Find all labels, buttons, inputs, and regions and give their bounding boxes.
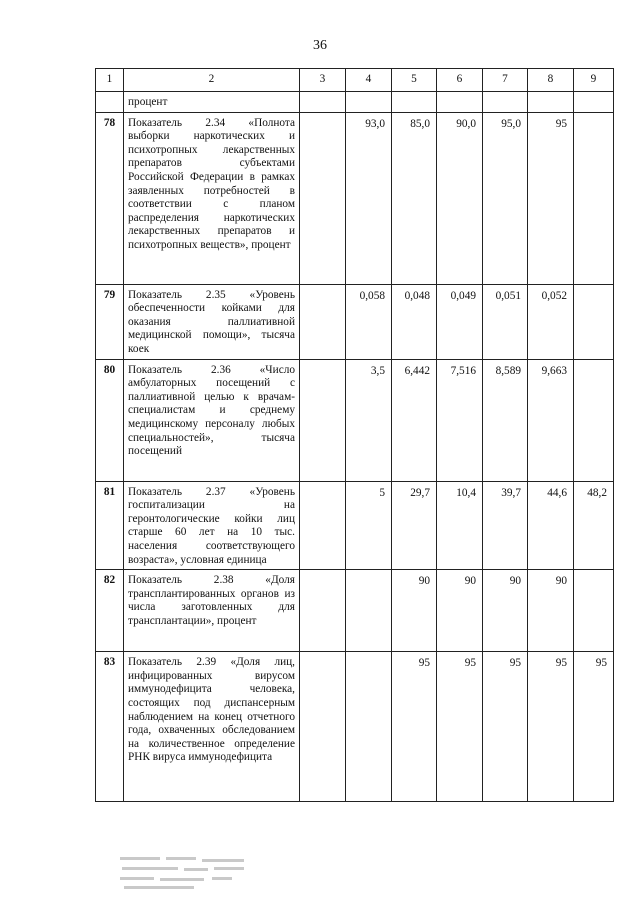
indicator-text: Показатель 2.36 «Число амбулаторных посещений с паллиативной целью к врачам-специалистам и среднему медицинскому персоналу любых специальностей», тысяча посещений (124, 359, 300, 481)
row-number-cell: 81 (96, 481, 124, 570)
value-col-5: 0,048 (392, 284, 437, 359)
value-col-6: 7,516 (437, 359, 483, 481)
page-number: 36 (313, 38, 327, 53)
column-header: 5 (392, 69, 437, 92)
value-col-7: 90 (483, 570, 528, 652)
indicator-text: Показатель 2.34 «Полнота выборки наркотических и психотропных лекарственных препаратов субъектами Российской Федерации в рамках заявленных потребностей в соответствии с планом распределения наркотических лекарственных препаратов и психотропных веществ», процент (124, 112, 300, 284)
value-col-7: 8,589 (483, 359, 528, 481)
value-col-6: 0,049 (437, 284, 483, 359)
value-col-5: 95 (392, 652, 437, 802)
value-col-7: 0,051 (483, 284, 528, 359)
value-col-3 (300, 359, 346, 481)
value-col-5: 85,0 (392, 112, 437, 284)
indicator-text: Показатель 2.38 «Доля трансплантированных органов из числа заготовленных для трансплантации», процент (124, 570, 300, 652)
value-col-5: 90 (392, 570, 437, 652)
column-header: 1 (96, 69, 124, 92)
row-number-cell (96, 92, 124, 113)
indicators-table (95, 68, 614, 802)
indicator-text: Показатель 2.37 «Уровень госпитализации на геронтологические койки лиц старше 60 лет на 10 тыс. населения соответствующего возраста», условная единица (124, 481, 300, 570)
column-header: 2 (124, 69, 300, 92)
value-col-4: 0,058 (346, 284, 392, 359)
row-number-cell: 79 (96, 284, 124, 359)
value-col-3 (300, 112, 346, 284)
value-col-9 (574, 112, 614, 284)
column-header: 3 (300, 69, 346, 92)
indicator-text: процент (124, 92, 300, 113)
value-col-4: 93,0 (346, 112, 392, 284)
value-col-8: 90 (528, 570, 574, 652)
table-row (96, 359, 614, 481)
row-number-cell: 80 (96, 359, 124, 481)
value-col-3 (300, 481, 346, 570)
value-col-8: 9,663 (528, 359, 574, 481)
value-col-3 (300, 652, 346, 802)
value-col-5: 6,442 (392, 359, 437, 481)
value-col-7: 95 (483, 652, 528, 802)
value-col-9 (574, 284, 614, 359)
row-number-cell: 78 (96, 112, 124, 284)
value-col-6: 90 (437, 570, 483, 652)
row-number-cell: 83 (96, 652, 124, 802)
value-col-4 (346, 652, 392, 802)
table-row (96, 284, 614, 359)
value-col-9 (574, 570, 614, 652)
value-col-4: 5 (346, 481, 392, 570)
column-header: 8 (528, 69, 574, 92)
row-number-cell: 82 (96, 570, 124, 652)
column-header: 4 (346, 69, 392, 92)
header-row (96, 69, 614, 92)
value-col-9: 48,2 (574, 481, 614, 570)
value-col-3 (300, 570, 346, 652)
value-col-9: 95 (574, 652, 614, 802)
table-row (96, 652, 614, 802)
value-col-8: 95 (528, 112, 574, 284)
value-col-5: 29,7 (392, 481, 437, 570)
value-col-8: 44,6 (528, 481, 574, 570)
continuation-row (96, 92, 614, 113)
column-header: 6 (437, 69, 483, 92)
value-col-6: 95 (437, 652, 483, 802)
value-col-4 (346, 570, 392, 652)
value-col-4: 3,5 (346, 359, 392, 481)
indicator-text: Показатель 2.35 «Уровень обеспеченности койками для оказания паллиативной медицинской помощи», тысяча коек (124, 284, 300, 359)
value-col-6: 90,0 (437, 112, 483, 284)
value-col-3 (300, 284, 346, 359)
column-header: 9 (574, 69, 614, 92)
value-col-8: 95 (528, 652, 574, 802)
table-row (96, 570, 614, 652)
registration-stamp (120, 855, 248, 891)
value-col-7: 95,0 (483, 112, 528, 284)
indicator-text: Показатель 2.39 «Доля лиц, инфицированных вирусом иммунодефицита человека, состоящих под диспансерным наблюдением на конец отчетного года, охваченных обследованием на количественное определение РНК вируса иммунодефицита (124, 652, 300, 802)
value-col-8: 0,052 (528, 284, 574, 359)
table-row (96, 481, 614, 570)
value-col-7: 39,7 (483, 481, 528, 570)
table-row (96, 112, 614, 284)
value-col-6: 10,4 (437, 481, 483, 570)
column-header: 7 (483, 69, 528, 92)
value-col-9 (574, 359, 614, 481)
